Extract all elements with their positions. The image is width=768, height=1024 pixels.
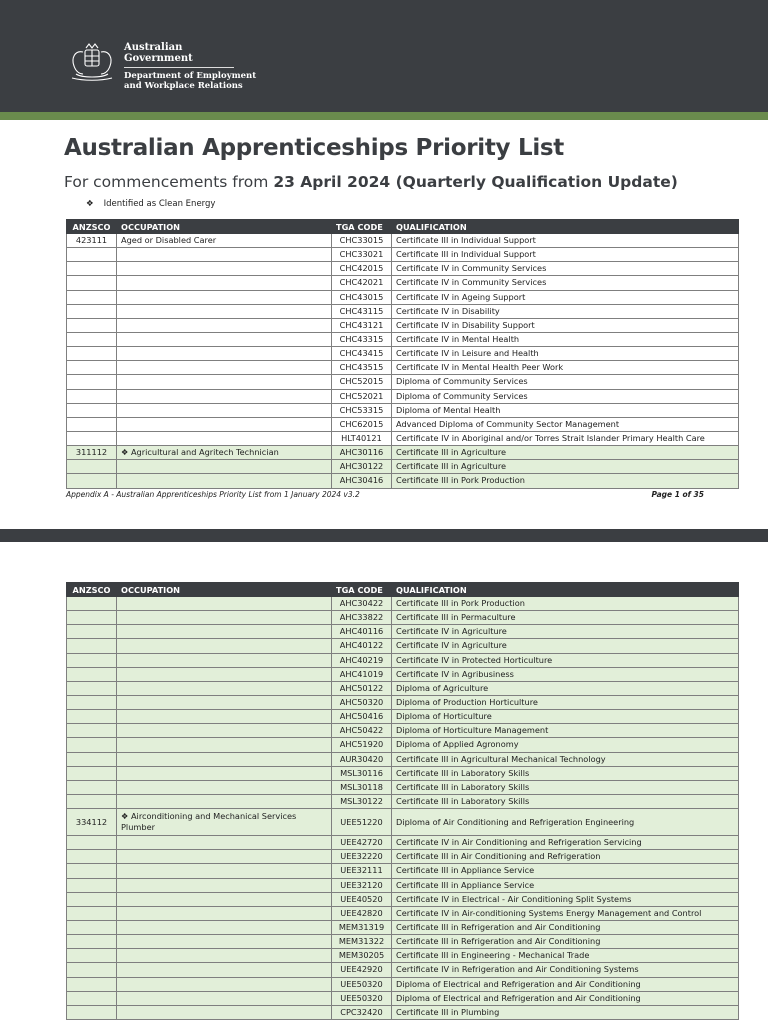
table-row xyxy=(67,667,739,681)
qualification-cell: Certificate III in Agriculture xyxy=(392,460,739,474)
tga-code-cell: MSL30116 xyxy=(332,766,392,780)
tga-code-cell: CHC33021 xyxy=(332,248,392,262)
tga-code-cell: AHC30416 xyxy=(332,474,392,488)
qualification-cell: Certificate III in Laboratory Skills xyxy=(392,794,739,808)
qualification-cell: Certificate IV in Mental Health xyxy=(392,332,739,346)
anzsco-cell xyxy=(67,991,117,1005)
occupation-cell xyxy=(117,625,332,639)
anzsco-cell xyxy=(67,878,117,892)
table-row xyxy=(67,836,739,850)
qualification-cell: Certificate III in Refrigeration and Air Conditioning xyxy=(392,935,739,949)
occupation-cell xyxy=(117,850,332,864)
column-header-qualification: QUALIFICATION xyxy=(392,583,739,597)
occupation-cell xyxy=(117,332,332,346)
occupation-cell xyxy=(117,724,332,738)
tga-code-cell: MEM30205 xyxy=(332,949,392,963)
anzsco-cell xyxy=(67,375,117,389)
table-row xyxy=(67,347,739,361)
tga-code-cell: AHC51920 xyxy=(332,738,392,752)
occupation-cell xyxy=(117,639,332,653)
tga-code-cell: CPC32420 xyxy=(332,1005,392,1019)
column-header-occupation: OCCUPATION xyxy=(117,583,332,597)
tga-code-cell: AUR30420 xyxy=(332,752,392,766)
occupation-cell xyxy=(117,977,332,991)
table-row xyxy=(67,864,739,878)
table-row xyxy=(67,290,739,304)
qualification-cell: Diploma of Applied Agronomy xyxy=(392,738,739,752)
tga-code-cell: MSL30118 xyxy=(332,780,392,794)
anzsco-cell xyxy=(67,318,117,332)
table-header-row xyxy=(67,583,739,597)
page-footer xyxy=(66,490,704,499)
occupation-cell xyxy=(117,403,332,417)
table-row xyxy=(67,361,739,375)
tga-code-cell: UEE50320 xyxy=(332,991,392,1005)
qualification-cell: Certificate III in Individual Support xyxy=(392,234,739,248)
anzsco-cell xyxy=(67,935,117,949)
tga-code-cell: CHC42021 xyxy=(332,276,392,290)
occupation-cell xyxy=(117,318,332,332)
occupation-cell: ❖ Airconditioning and Mechanical Services Plumber xyxy=(117,809,332,836)
tga-code-cell: CHC53315 xyxy=(332,403,392,417)
government-name: Australian Government xyxy=(124,42,234,68)
table-row xyxy=(67,474,739,488)
table-row xyxy=(67,460,739,474)
occupation-cell xyxy=(117,864,332,878)
table-row xyxy=(67,234,739,248)
qualification-cell: Certificate IV in Ageing Support xyxy=(392,290,739,304)
occupation-cell xyxy=(117,738,332,752)
tga-code-cell: UEE42820 xyxy=(332,906,392,920)
qualification-cell: Certificate III in Appliance Service xyxy=(392,878,739,892)
tga-code-cell: UEE32220 xyxy=(332,850,392,864)
table-row xyxy=(67,431,739,445)
tga-code-cell: CHC52021 xyxy=(332,389,392,403)
occupation-cell xyxy=(117,667,332,681)
qualification-cell: Certificate IV in Air Conditioning and Refrigeration Servicing xyxy=(392,836,739,850)
qualification-cell: Diploma of Agriculture xyxy=(392,681,739,695)
footer-document-reference: Appendix A - Australian Apprenticeships Priority List from 1 January 2024 v3.2 xyxy=(66,490,360,499)
table-row xyxy=(67,949,739,963)
anzsco-cell xyxy=(67,262,117,276)
qualification-cell: Diploma of Community Services xyxy=(392,389,739,403)
table-row xyxy=(67,375,739,389)
anzsco-cell xyxy=(67,780,117,794)
occupation-cell: Aged or Disabled Carer xyxy=(117,234,332,248)
subtitle-date: 23 April 2024 (Quarterly Qualification Update) xyxy=(273,173,678,191)
tga-code-cell: UEE40520 xyxy=(332,892,392,906)
occupation-cell xyxy=(117,474,332,488)
table-row xyxy=(67,389,739,403)
table-row xyxy=(67,766,739,780)
tga-code-cell: AHC30122 xyxy=(332,460,392,474)
department-name-line1: Department of Employment xyxy=(124,71,257,81)
table-row xyxy=(67,710,739,724)
anzsco-cell xyxy=(67,850,117,864)
qualification-cell: Certificate III in Pork Production xyxy=(392,474,739,488)
department-name-line2: and Workplace Relations xyxy=(124,81,243,91)
qualification-cell: Diploma of Community Services xyxy=(392,375,739,389)
occupation-cell xyxy=(117,304,332,318)
qualification-cell: Certificate IV in Community Services xyxy=(392,262,739,276)
tga-code-cell: AHC50416 xyxy=(332,710,392,724)
column-header-anzsco: ANZSCO xyxy=(67,220,117,234)
tga-code-cell: AHC40122 xyxy=(332,639,392,653)
occupation-cell xyxy=(117,375,332,389)
table-row xyxy=(67,906,739,920)
occupation-cell xyxy=(117,780,332,794)
anzsco-cell: 311112 xyxy=(67,446,117,460)
column-header-anzsco: ANZSCO xyxy=(67,583,117,597)
table-row xyxy=(67,738,739,752)
tga-code-cell: UEE51220 xyxy=(332,809,392,836)
tga-code-cell: CHC43115 xyxy=(332,304,392,318)
column-header-occupation: OCCUPATION xyxy=(117,220,332,234)
priority-list-table-page2 xyxy=(66,582,739,1020)
anzsco-cell xyxy=(67,864,117,878)
table-row xyxy=(67,417,739,431)
tga-code-cell: CHC43515 xyxy=(332,361,392,375)
occupation-cell xyxy=(117,361,332,375)
anzsco-cell xyxy=(67,963,117,977)
qualification-cell: Certificate III in Permaculture xyxy=(392,611,739,625)
page-separator xyxy=(0,529,768,542)
anzsco-cell xyxy=(67,766,117,780)
occupation-cell xyxy=(117,766,332,780)
qualification-cell: Certificate IV in Mental Health Peer Work xyxy=(392,361,739,375)
column-header-tga-code: TGA CODE xyxy=(332,583,392,597)
coat-of-arms-icon xyxy=(66,42,118,82)
table-row xyxy=(67,878,739,892)
occupation-cell xyxy=(117,836,332,850)
anzsco-cell xyxy=(67,389,117,403)
anzsco-cell xyxy=(67,794,117,808)
occupation-cell xyxy=(117,963,332,977)
anzsco-cell xyxy=(67,681,117,695)
occupation-cell xyxy=(117,710,332,724)
qualification-cell: Certificate IV in Refrigeration and Air Conditioning Systems xyxy=(392,963,739,977)
qualification-cell: Diploma of Production Horticulture xyxy=(392,695,739,709)
anzsco-cell xyxy=(67,304,117,318)
table-row xyxy=(67,991,739,1005)
tga-code-cell: UEE50320 xyxy=(332,977,392,991)
qualification-cell: Diploma of Horticulture xyxy=(392,710,739,724)
table-row xyxy=(67,809,739,836)
anzsco-cell xyxy=(67,474,117,488)
anzsco-cell xyxy=(67,332,117,346)
qualification-cell: Certificate III in Individual Support xyxy=(392,248,739,262)
clean-energy-symbol: ❖ xyxy=(86,199,94,209)
qualification-cell: Advanced Diploma of Community Sector Management xyxy=(392,417,739,431)
government-logo xyxy=(66,42,256,91)
anzsco-cell xyxy=(67,738,117,752)
tga-code-cell: MEM31322 xyxy=(332,935,392,949)
anzsco-cell xyxy=(67,710,117,724)
occupation-cell xyxy=(117,949,332,963)
occupation-cell xyxy=(117,653,332,667)
tga-code-cell: CHC33015 xyxy=(332,234,392,248)
anzsco-cell xyxy=(67,625,117,639)
clean-energy-legend-text: Identified as Clean Energy xyxy=(103,199,216,209)
anzsco-cell: 334112 xyxy=(67,809,117,836)
table-row xyxy=(67,403,739,417)
qualification-cell: Certificate III in Refrigeration and Air Conditioning xyxy=(392,920,739,934)
qualification-cell: Certificate III in Engineering - Mechanical Trade xyxy=(392,949,739,963)
anzsco-cell xyxy=(67,695,117,709)
tga-code-cell: AHC50122 xyxy=(332,681,392,695)
qualification-cell: Certificate III in Pork Production xyxy=(392,597,739,611)
table-row xyxy=(67,794,739,808)
occupation-cell xyxy=(117,431,332,445)
tga-code-cell: MSL30122 xyxy=(332,794,392,808)
anzsco-cell xyxy=(67,752,117,766)
occupation-cell xyxy=(117,681,332,695)
footer-page-number: Page 1 of 35 xyxy=(651,490,704,499)
occupation-cell xyxy=(117,597,332,611)
tga-code-cell: MEM31319 xyxy=(332,920,392,934)
tga-code-cell: CHC43015 xyxy=(332,290,392,304)
table-header-row xyxy=(67,220,739,234)
qualification-cell: Certificate IV in Disability xyxy=(392,304,739,318)
qualification-cell: Certificate IV in Electrical - Air Conditioning Split Systems xyxy=(392,892,739,906)
qualification-cell: Certificate IV in Air-conditioning Systems Energy Management and Control xyxy=(392,906,739,920)
tga-code-cell: UEE32120 xyxy=(332,878,392,892)
anzsco-cell xyxy=(67,639,117,653)
table-row xyxy=(67,332,739,346)
occupation-cell xyxy=(117,417,332,431)
table-row xyxy=(67,276,739,290)
tga-code-cell: CHC52015 xyxy=(332,375,392,389)
qualification-cell: Certificate III in Agricultural Mechanical Technology xyxy=(392,752,739,766)
clean-energy-legend xyxy=(86,199,215,209)
anzsco-cell xyxy=(67,290,117,304)
table-row xyxy=(67,892,739,906)
occupation-cell xyxy=(117,991,332,1005)
anzsco-cell xyxy=(67,920,117,934)
tga-code-cell: AHC30422 xyxy=(332,597,392,611)
qualification-cell: Certificate IV in Community Services xyxy=(392,276,739,290)
tga-code-cell: AHC40219 xyxy=(332,653,392,667)
column-header-tga-code: TGA CODE xyxy=(332,220,392,234)
tga-code-cell: AHC30116 xyxy=(332,446,392,460)
anzsco-cell xyxy=(67,460,117,474)
page-subtitle xyxy=(64,173,678,191)
table-row xyxy=(67,681,739,695)
qualification-cell: Certificate III in Plumbing xyxy=(392,1005,739,1019)
anzsco-cell xyxy=(67,977,117,991)
table-row xyxy=(67,597,739,611)
occupation-cell xyxy=(117,1005,332,1019)
occupation-cell xyxy=(117,389,332,403)
occupation-cell xyxy=(117,262,332,276)
tga-code-cell: AHC50422 xyxy=(332,724,392,738)
qualification-cell: Diploma of Air Conditioning and Refrigeration Engineering xyxy=(392,809,739,836)
qualification-cell: Diploma of Horticulture Management xyxy=(392,724,739,738)
table-row xyxy=(67,611,739,625)
anzsco-cell xyxy=(67,949,117,963)
table-row xyxy=(67,752,739,766)
anzsco-cell xyxy=(67,724,117,738)
anzsco-cell xyxy=(67,276,117,290)
occupation-cell xyxy=(117,906,332,920)
occupation-cell xyxy=(117,347,332,361)
qualification-cell: Certificate III in Air Conditioning and Refrigeration xyxy=(392,850,739,864)
anzsco-cell xyxy=(67,431,117,445)
tga-code-cell: CHC43415 xyxy=(332,347,392,361)
anzsco-cell xyxy=(67,403,117,417)
page-title: Australian Apprenticeships Priority List xyxy=(64,135,564,161)
table-row xyxy=(67,248,739,262)
qualification-cell: Certificate III in Agriculture xyxy=(392,446,739,460)
occupation-cell xyxy=(117,290,332,304)
qualification-cell: Diploma of Mental Health xyxy=(392,403,739,417)
qualification-cell: Certificate IV in Aboriginal and/or Torres Strait Islander Primary Health Care xyxy=(392,431,739,445)
occupation-cell xyxy=(117,892,332,906)
tga-code-cell: UEE32111 xyxy=(332,864,392,878)
occupation-cell xyxy=(117,460,332,474)
occupation-cell: ❖ Agricultural and Agritech Technician xyxy=(117,446,332,460)
table-row xyxy=(67,963,739,977)
table-row xyxy=(67,318,739,332)
table-row xyxy=(67,780,739,794)
table-row xyxy=(67,1005,739,1019)
occupation-cell xyxy=(117,920,332,934)
anzsco-cell xyxy=(67,1005,117,1019)
qualification-cell: Diploma of Electrical and Refrigeration and Air Conditioning xyxy=(392,977,739,991)
qualification-cell: Certificate IV in Protected Horticulture xyxy=(392,653,739,667)
anzsco-cell xyxy=(67,611,117,625)
anzsco-cell: 423111 xyxy=(67,234,117,248)
anzsco-cell xyxy=(67,347,117,361)
tga-code-cell: UEE42720 xyxy=(332,836,392,850)
anzsco-cell xyxy=(67,597,117,611)
occupation-cell xyxy=(117,935,332,949)
table-row xyxy=(67,920,739,934)
tga-code-cell: AHC40116 xyxy=(332,625,392,639)
table-row xyxy=(67,850,739,864)
table-row xyxy=(67,304,739,318)
subtitle-prefix: For commencements from xyxy=(64,173,274,191)
occupation-cell xyxy=(117,276,332,290)
priority-list-table-page1 xyxy=(66,219,739,489)
anzsco-cell xyxy=(67,361,117,375)
table-row xyxy=(67,639,739,653)
occupation-cell xyxy=(117,611,332,625)
qualification-cell: Certificate IV in Agriculture xyxy=(392,625,739,639)
occupation-cell xyxy=(117,695,332,709)
occupation-cell xyxy=(117,248,332,262)
column-header-qualification: QUALIFICATION xyxy=(392,220,739,234)
table-row xyxy=(67,695,739,709)
table-row xyxy=(67,977,739,991)
anzsco-cell xyxy=(67,836,117,850)
qualification-cell: Certificate III in Laboratory Skills xyxy=(392,780,739,794)
anzsco-cell xyxy=(67,653,117,667)
qualification-cell: Certificate IV in Disability Support xyxy=(392,318,739,332)
header-accent-stripe xyxy=(0,112,768,120)
table-row xyxy=(67,262,739,276)
tga-code-cell: CHC43315 xyxy=(332,332,392,346)
table-row xyxy=(67,446,739,460)
anzsco-cell xyxy=(67,892,117,906)
table-row xyxy=(67,724,739,738)
anzsco-cell xyxy=(67,248,117,262)
tga-code-cell: CHC43121 xyxy=(332,318,392,332)
qualification-cell: Certificate III in Appliance Service xyxy=(392,864,739,878)
tga-code-cell: AHC33822 xyxy=(332,611,392,625)
table-row xyxy=(67,653,739,667)
qualification-cell: Diploma of Electrical and Refrigeration and Air Conditioning xyxy=(392,991,739,1005)
table-row xyxy=(67,625,739,639)
tga-code-cell: AHC50320 xyxy=(332,695,392,709)
qualification-cell: Certificate IV in Leisure and Health xyxy=(392,347,739,361)
tga-code-cell: HLT40121 xyxy=(332,431,392,445)
anzsco-cell xyxy=(67,667,117,681)
occupation-cell xyxy=(117,794,332,808)
qualification-cell: Certificate III in Laboratory Skills xyxy=(392,766,739,780)
qualification-cell: Certificate IV in Agriculture xyxy=(392,639,739,653)
tga-code-cell: CHC62015 xyxy=(332,417,392,431)
occupation-cell xyxy=(117,878,332,892)
occupation-cell xyxy=(117,752,332,766)
anzsco-cell xyxy=(67,417,117,431)
anzsco-cell xyxy=(67,906,117,920)
qualification-cell: Certificate IV in Agribusiness xyxy=(392,667,739,681)
tga-code-cell: CHC42015 xyxy=(332,262,392,276)
tga-code-cell: UEE42920 xyxy=(332,963,392,977)
table-row xyxy=(67,935,739,949)
tga-code-cell: AHC41019 xyxy=(332,667,392,681)
